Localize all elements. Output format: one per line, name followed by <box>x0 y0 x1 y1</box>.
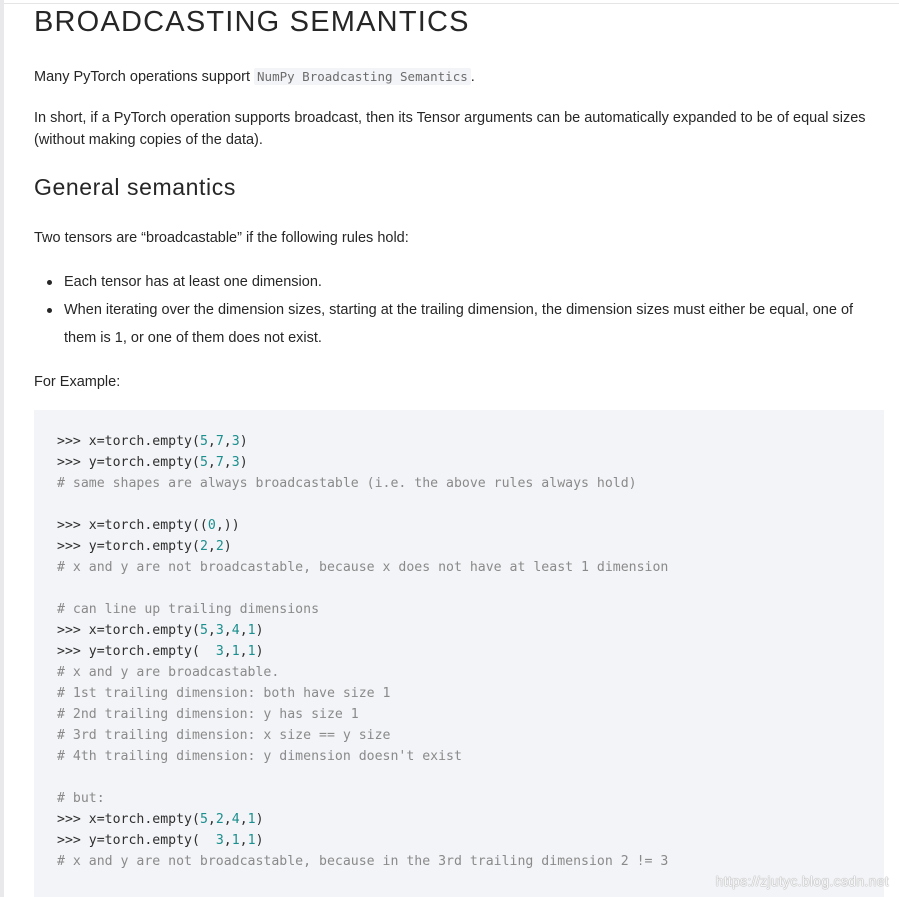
intro-paragraph <box>34 66 475 88</box>
code-lines <box>57 431 668 872</box>
code-line: # 1st trailing dimension: both have size 1 <box>57 686 391 701</box>
code-line: >>> x=torch.empty(5,3,4,1) <box>57 623 264 638</box>
code-line: >>> x=torch.empty((0,)) <box>57 518 240 533</box>
watermark: https://zjutyc.blog.csdn.net <box>715 873 889 889</box>
rules-list <box>64 268 886 352</box>
code-line: >>> y=torch.empty(2,2) <box>57 539 232 554</box>
code-line: # same shapes are always broadcastable (i.e. the above rules always hold) <box>57 476 637 491</box>
intro-prefix: Many PyTorch operations support <box>34 69 255 85</box>
list-item <box>64 296 886 352</box>
code-line: # 2nd trailing dimension: y has size 1 <box>57 707 359 722</box>
numpy-broadcasting-link[interactable]: NumPy Broadcasting Semantics <box>254 68 471 85</box>
top-divider <box>4 3 899 4</box>
code-line <box>57 494 668 515</box>
section-title: General semantics <box>34 174 236 200</box>
list-item <box>64 268 886 296</box>
code-block[interactable] <box>34 410 884 897</box>
code-line: # can line up trailing dimensions <box>57 602 320 617</box>
code-line: >>> y=torch.empty(5,7,3) <box>57 455 248 470</box>
code-line <box>57 578 668 599</box>
rule-text: Each tensor has at least one dimension. <box>64 274 322 290</box>
code-line: # x and y are not broadcastable, because in the 3rd trailing dimension 2 != 3 <box>57 854 669 869</box>
code-line <box>57 767 668 788</box>
code-line: >>> x=torch.empty(5,7,3) <box>57 434 248 449</box>
example-label: For Example: <box>34 374 121 390</box>
page-title: BROADCASTING SEMANTICS <box>34 6 470 38</box>
rule-text: When iterating over the dimension sizes, starting at the trailing dimension, the dimension sizes must either be equal, one of them is 1, or one of them does not exist. <box>64 302 854 346</box>
code-line: # x and y are broadcastable. <box>57 665 280 680</box>
code-line: # x and y are not broadcastable, because x does not have at least 1 dimension <box>57 560 669 575</box>
code-line: >>> y=torch.empty( 3,1,1) <box>57 833 264 848</box>
bullet-icon <box>47 280 52 285</box>
rules-intro: Two tensors are “broadcastable” if the following rules hold: <box>34 230 409 246</box>
code-line: >>> x=torch.empty(5,2,4,1) <box>57 812 264 827</box>
left-border <box>0 0 4 897</box>
intro-suffix: . <box>470 69 475 85</box>
summary-paragraph: In short, if a PyTorch operation supports broadcast, then its Tensor arguments can be automatically expanded to be of equal sizes (without making copies of the data). <box>34 110 866 148</box>
code-line: # 3rd trailing dimension: x size == y size <box>57 728 391 743</box>
code-line: >>> y=torch.empty( 3,1,1) <box>57 644 264 659</box>
bullet-icon <box>47 308 52 313</box>
code-line: # 4th trailing dimension: y dimension doesn't exist <box>57 749 462 764</box>
code-line: # but: <box>57 791 105 806</box>
